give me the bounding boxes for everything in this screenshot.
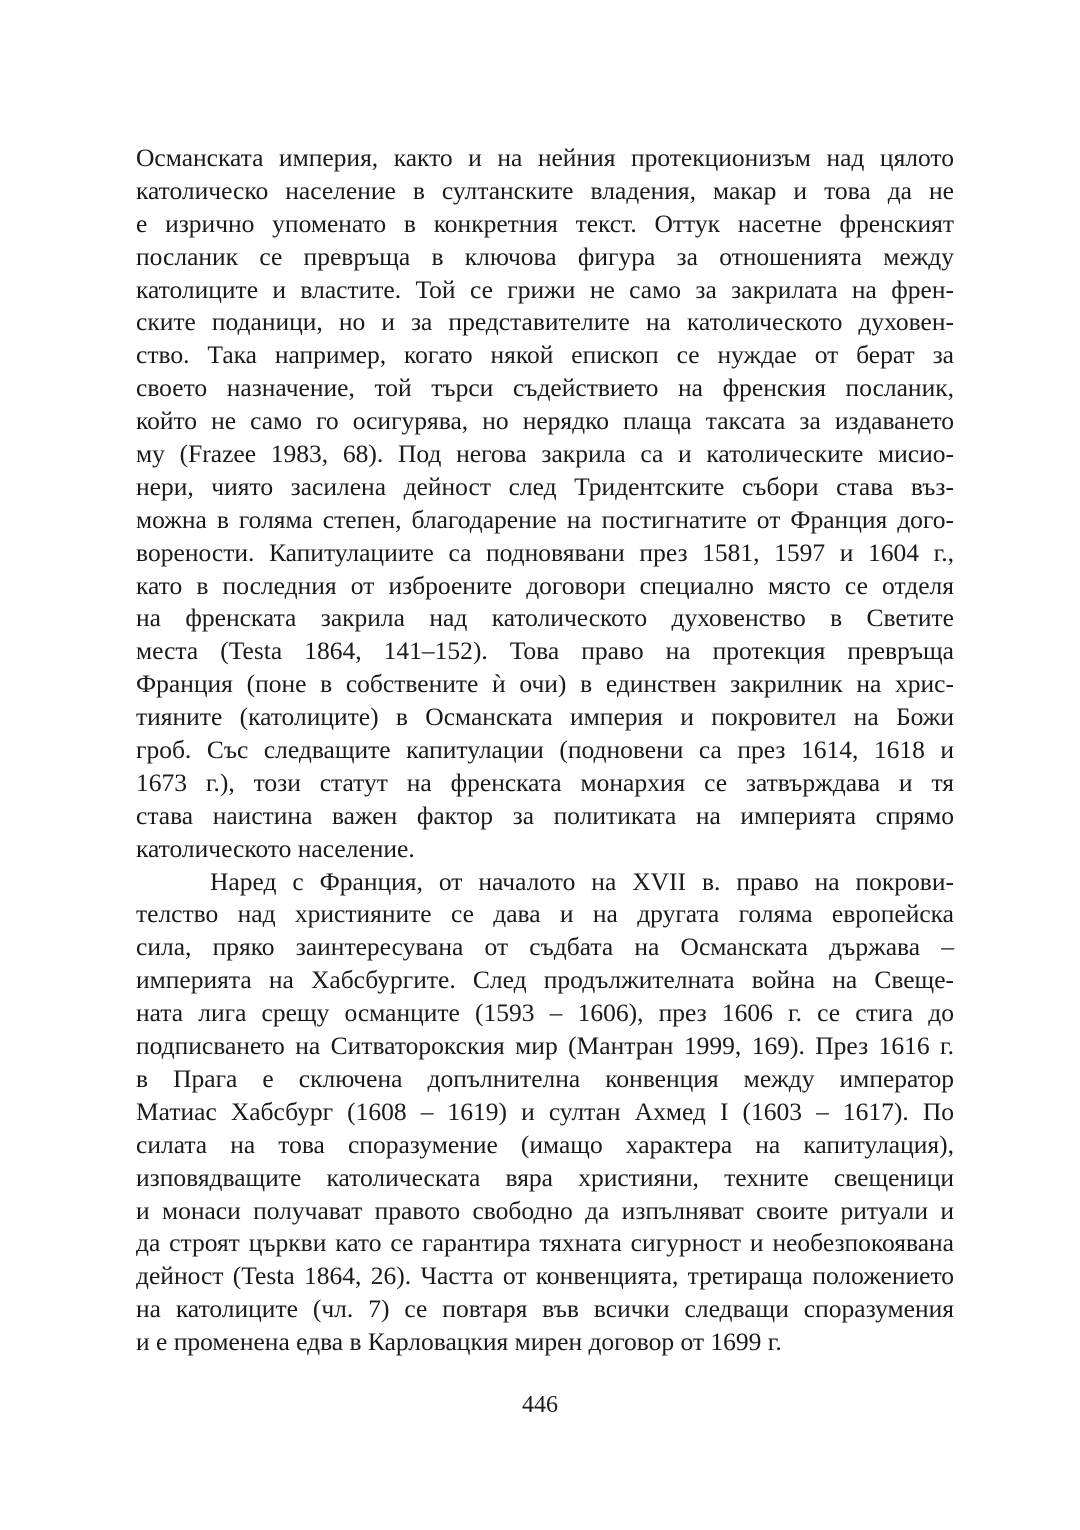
text-line: места (Testa 1864, 141–152). Това право на протекция превръща [136,636,954,666]
text-line: империята на Хабсбургите. След продължителната война на Свеще- [136,965,954,995]
text-line: който не само го осигурява, но нерядко плаща таксата за издаването [136,406,954,436]
body-text [136,142,954,1359]
text-line: като в последния от изброените договори специално място се отделя [136,570,954,600]
text-line: да строят църкви като се гарантира тяхната сигурност и необезпокоявана [136,1228,954,1258]
text-line: тияните (католиците) в Османската империя и покровител на Божи [136,702,954,732]
text-line: на католиците (чл. 7) се повтаря във всички следващи споразумения [136,1294,954,1324]
text-line: става наистина важен фактор за политиката на империята спрямо [136,800,954,830]
text-line: гроб. Със следващите капитулации (подновени са през 1614, 1618 и [136,735,954,765]
text-line: дейност (Testa 1864, 26). Частта от конвенцията, третираща положението [136,1261,954,1291]
text-line: Матиас Хабсбург (1608 – 1619) и султан Ахмед I (1603 – 1617). По [136,1096,954,1126]
text-line: му (Frazee 1983, 68). Под негова закрила са и католическите мисио- [136,439,954,469]
text-line: телство над християните се дава и на другата голяма европейска [136,899,954,929]
text-line: ство. Така например, когато някой епископ се нуждае от берат за [136,340,954,370]
text-line: Османската империя, както и на нейния протекционизъм над цялото [136,143,954,172]
text-line: и монаси получават правото свободно да изпълняват своите ритуали и [136,1195,954,1225]
text-line: католическото население. [136,833,415,863]
paragraph-2 [136,866,954,1359]
text-line: вoрености. Капитулациите са подновявани през 1581, 1597 и 1604 г., [136,537,954,567]
text-line: нери, чиято засилена дейност след Тридентските събори става въз- [136,471,954,501]
text-line: ната лига срещу османците (1593 – 1606), през 1606 г. се стига до [136,998,954,1028]
text-line: подписването на Ситваторокския мир (Мантран 1999, 169). През 1616 г. [136,1031,954,1061]
text-line: силата на това споразумение (имащо характера на капитулация), [136,1129,954,1159]
text-line: на френската закрила над католическото духовенство в Светите [136,603,954,633]
text-line: ските поданици, но и за представителите на католическото духовен- [136,307,954,337]
text-line: е изрично упоменато в конкретния текст. Оттук насетне френският [136,208,954,238]
text-line: и е променена едва в Карловацкия мирен договор от 1699 г. [136,1327,782,1357]
text-line: 1673 г.), този статут на френската монархия се затвърждава и тя [136,767,954,797]
text-line: католиците и властите. Той се грижи не само за закрилата на френ- [136,274,954,304]
text-line: изповядващите католическата вяра християни, техните свещеници [136,1162,954,1192]
paragraph-1 [136,142,954,866]
text-line: можна в голяма степен, благодарение на постигнатите от Франция дого- [136,504,954,534]
text-line: Франция (поне в собствените ѝ очи) в единствен закрилник на хрис- [136,669,954,699]
text-line: посланик се превръща в ключова фигура за отношенията между [136,241,954,271]
text-line: католическо население в султанските владения, макар и това да не [136,175,954,205]
text-line: Наред с Франция, от началото на XVII в. право на покрови- [210,866,954,896]
text-line: сила, пряко заинтересувана от съдбата на Османската държава – [136,932,954,962]
page-number: 446 [522,1392,558,1418]
text-line: своето назначение, той търси съдействието на френския посланик, [136,373,954,403]
text-line: в Прага е сключена допълнителна конвенция между император [136,1063,954,1093]
